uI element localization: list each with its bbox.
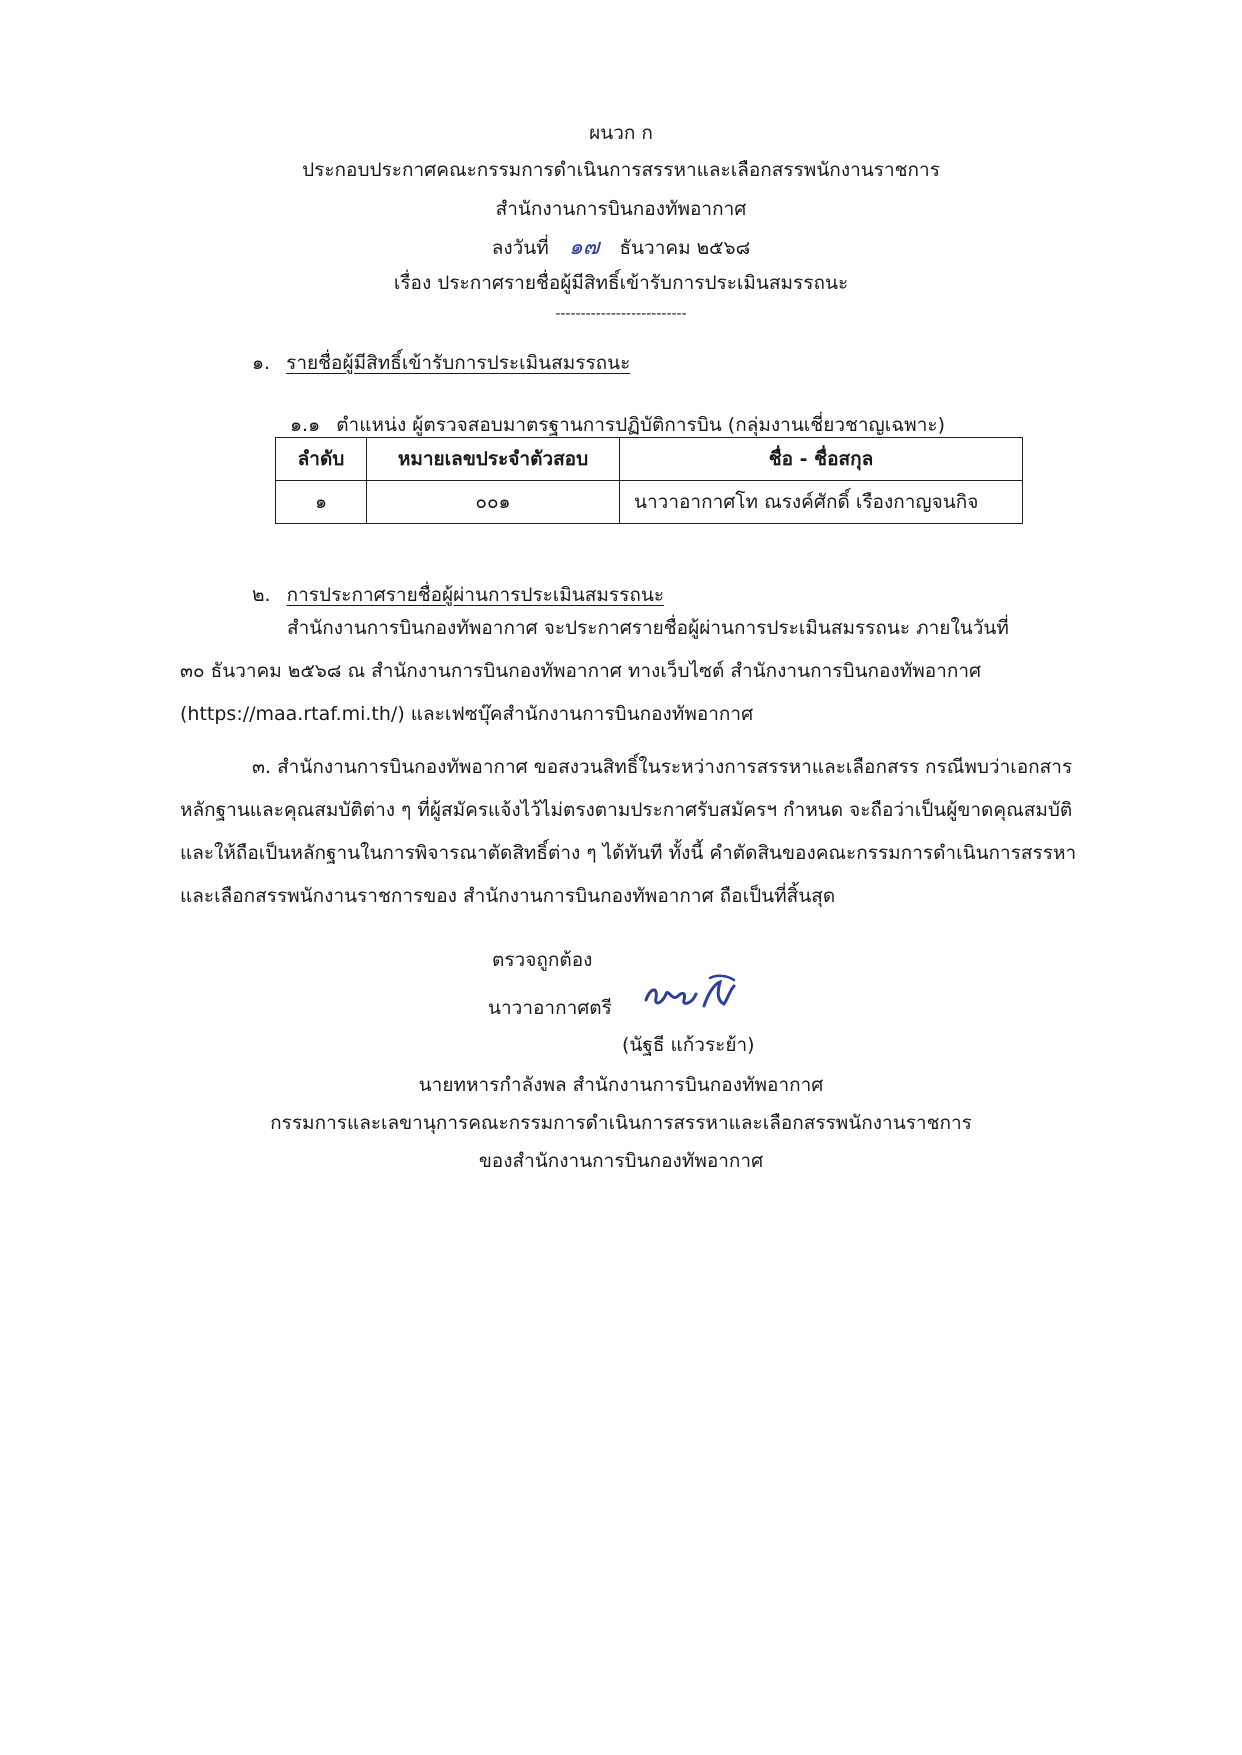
signer-position: นายทหารกำลังพล สำนักงานการบินกองทัพอากาศ	[418, 1074, 824, 1096]
section-2-line-1: สำนักงานการบินกองทัพอากาศ จะประกาศรายชื่อผู้ผ่านการประเมินสมรรถนะ ภายในวันที่	[287, 617, 1009, 639]
signer-role-2: ของสำนักงานการบินกองทัพอากาศ	[478, 1150, 764, 1172]
header-line-1: ประกอบประกาศคณะกรรมการดำเนินการสรรหาและเลือกสรรพนักงานราชการ	[302, 159, 940, 181]
section-2-line-3: (https://maa.rtaf.mi.th/) และเฟซบุ๊คสำนักงานการบินกองทัพอากาศ	[180, 703, 754, 725]
column-header-exam-id: หมายเลขประจำตัวสอบ	[367, 438, 620, 481]
handwritten-signature	[640, 970, 740, 1020]
column-header-full-name: ชื่อ - ชื่อสกุล	[620, 438, 1023, 481]
section-2-heading	[252, 580, 664, 610]
section-1-heading	[252, 348, 630, 378]
cell-full-name: นาวาอากาศโท ณรงค์ศักดิ์ เรืองกาญจนกิจ	[620, 481, 1023, 524]
cell-order: ๑	[276, 481, 367, 524]
header-divider: --------------------------	[555, 306, 687, 322]
signer-rank: นาวาอากาศตรี	[488, 997, 612, 1019]
section-2-paragraph	[180, 607, 1128, 736]
date-suffix: ธันวาคม ๒๕๖๘	[619, 237, 751, 259]
signer-name: (นัฐธี แก้วระย้า)	[622, 1034, 755, 1056]
table-header-row	[276, 438, 1023, 481]
section-3-line-2: หลักฐานและคุณสมบัติต่าง ๆ ที่ผู้สมัครแจ้งไว้ไม่ตรงตามประกาศรับสมัครฯ กำหนด จะถือว่าเป็นผู้ขาดคุณสมบัติ	[180, 799, 1073, 821]
section-1-1-heading	[290, 410, 945, 440]
section-2-line-2: ๓๐ ธันวาคม ๒๕๖๘ ณ สำนักงานการบินกองทัพอากาศ ทางเว็บไซต์ สำนักงานการบินกองทัพอากาศ	[180, 660, 982, 682]
signer-role-1: กรรมการและเลขานุการคณะกรรมการดำเนินการสรรหาและเลือกสรรพนักงานราชการ	[270, 1112, 972, 1134]
section-2-number: ๒.	[252, 584, 271, 606]
section-3-line-4: และเลือกสรรพนักงานราชการของ สำนักงานการบินกองทัพอากาศ ถือเป็นที่สิ้นสุด	[180, 885, 836, 907]
cell-exam-id: ๐๐๑	[367, 481, 620, 524]
header-date	[0, 229, 1242, 264]
section-3-line-3: และให้ถือเป็นหลักฐานในการพิจารณาตัดสิทธิ์ต่าง ๆ ได้ทันที ทั้งนี้ คำตัดสินของคณะกรรมการดำเนินการสรรหา	[180, 842, 1077, 864]
section-1-1-number: ๑.๑	[290, 414, 321, 436]
section-3-line-1: ๓. สำนักงานการบินกองทัพอากาศ ขอสงวนสิทธิ์ในระหว่างการสรรหาและเลือกสรร กรณีพบว่าเอกสาร	[252, 756, 1073, 778]
candidate-table	[275, 437, 1023, 524]
section-1-title: รายชื่อผู้มีสิทธิ์เข้ารับการประเมินสมรรถนะ	[286, 352, 631, 374]
verified-label: ตรวจถูกต้อง	[492, 949, 593, 971]
column-header-order: ลำดับ	[276, 438, 367, 481]
section-1-number: ๑.	[252, 352, 271, 374]
table-row	[276, 481, 1023, 524]
subject-line: เรื่อง ประกาศรายชื่อผู้มีสิทธิ์เข้ารับการประเมินสมรรถนะ	[393, 272, 849, 294]
date-day-handwritten: ๑๗	[568, 235, 600, 260]
annex-label: ผนวก ก	[589, 122, 653, 144]
section-2-title: การประกาศรายชื่อผู้ผ่านการประเมินสมรรถนะ	[286, 584, 665, 606]
date-prefix: ลงวันที่	[491, 237, 549, 259]
section-1-1-text: ตำแหน่ง ผู้ตรวจสอบมาตรฐานการปฏิบัติการบิน (กลุ่มงานเชี่ยวชาญเฉพาะ)	[336, 414, 945, 436]
section-3-paragraph	[180, 746, 1128, 918]
header-line-2: สำนักงานการบินกองทัพอากาศ	[495, 198, 747, 220]
